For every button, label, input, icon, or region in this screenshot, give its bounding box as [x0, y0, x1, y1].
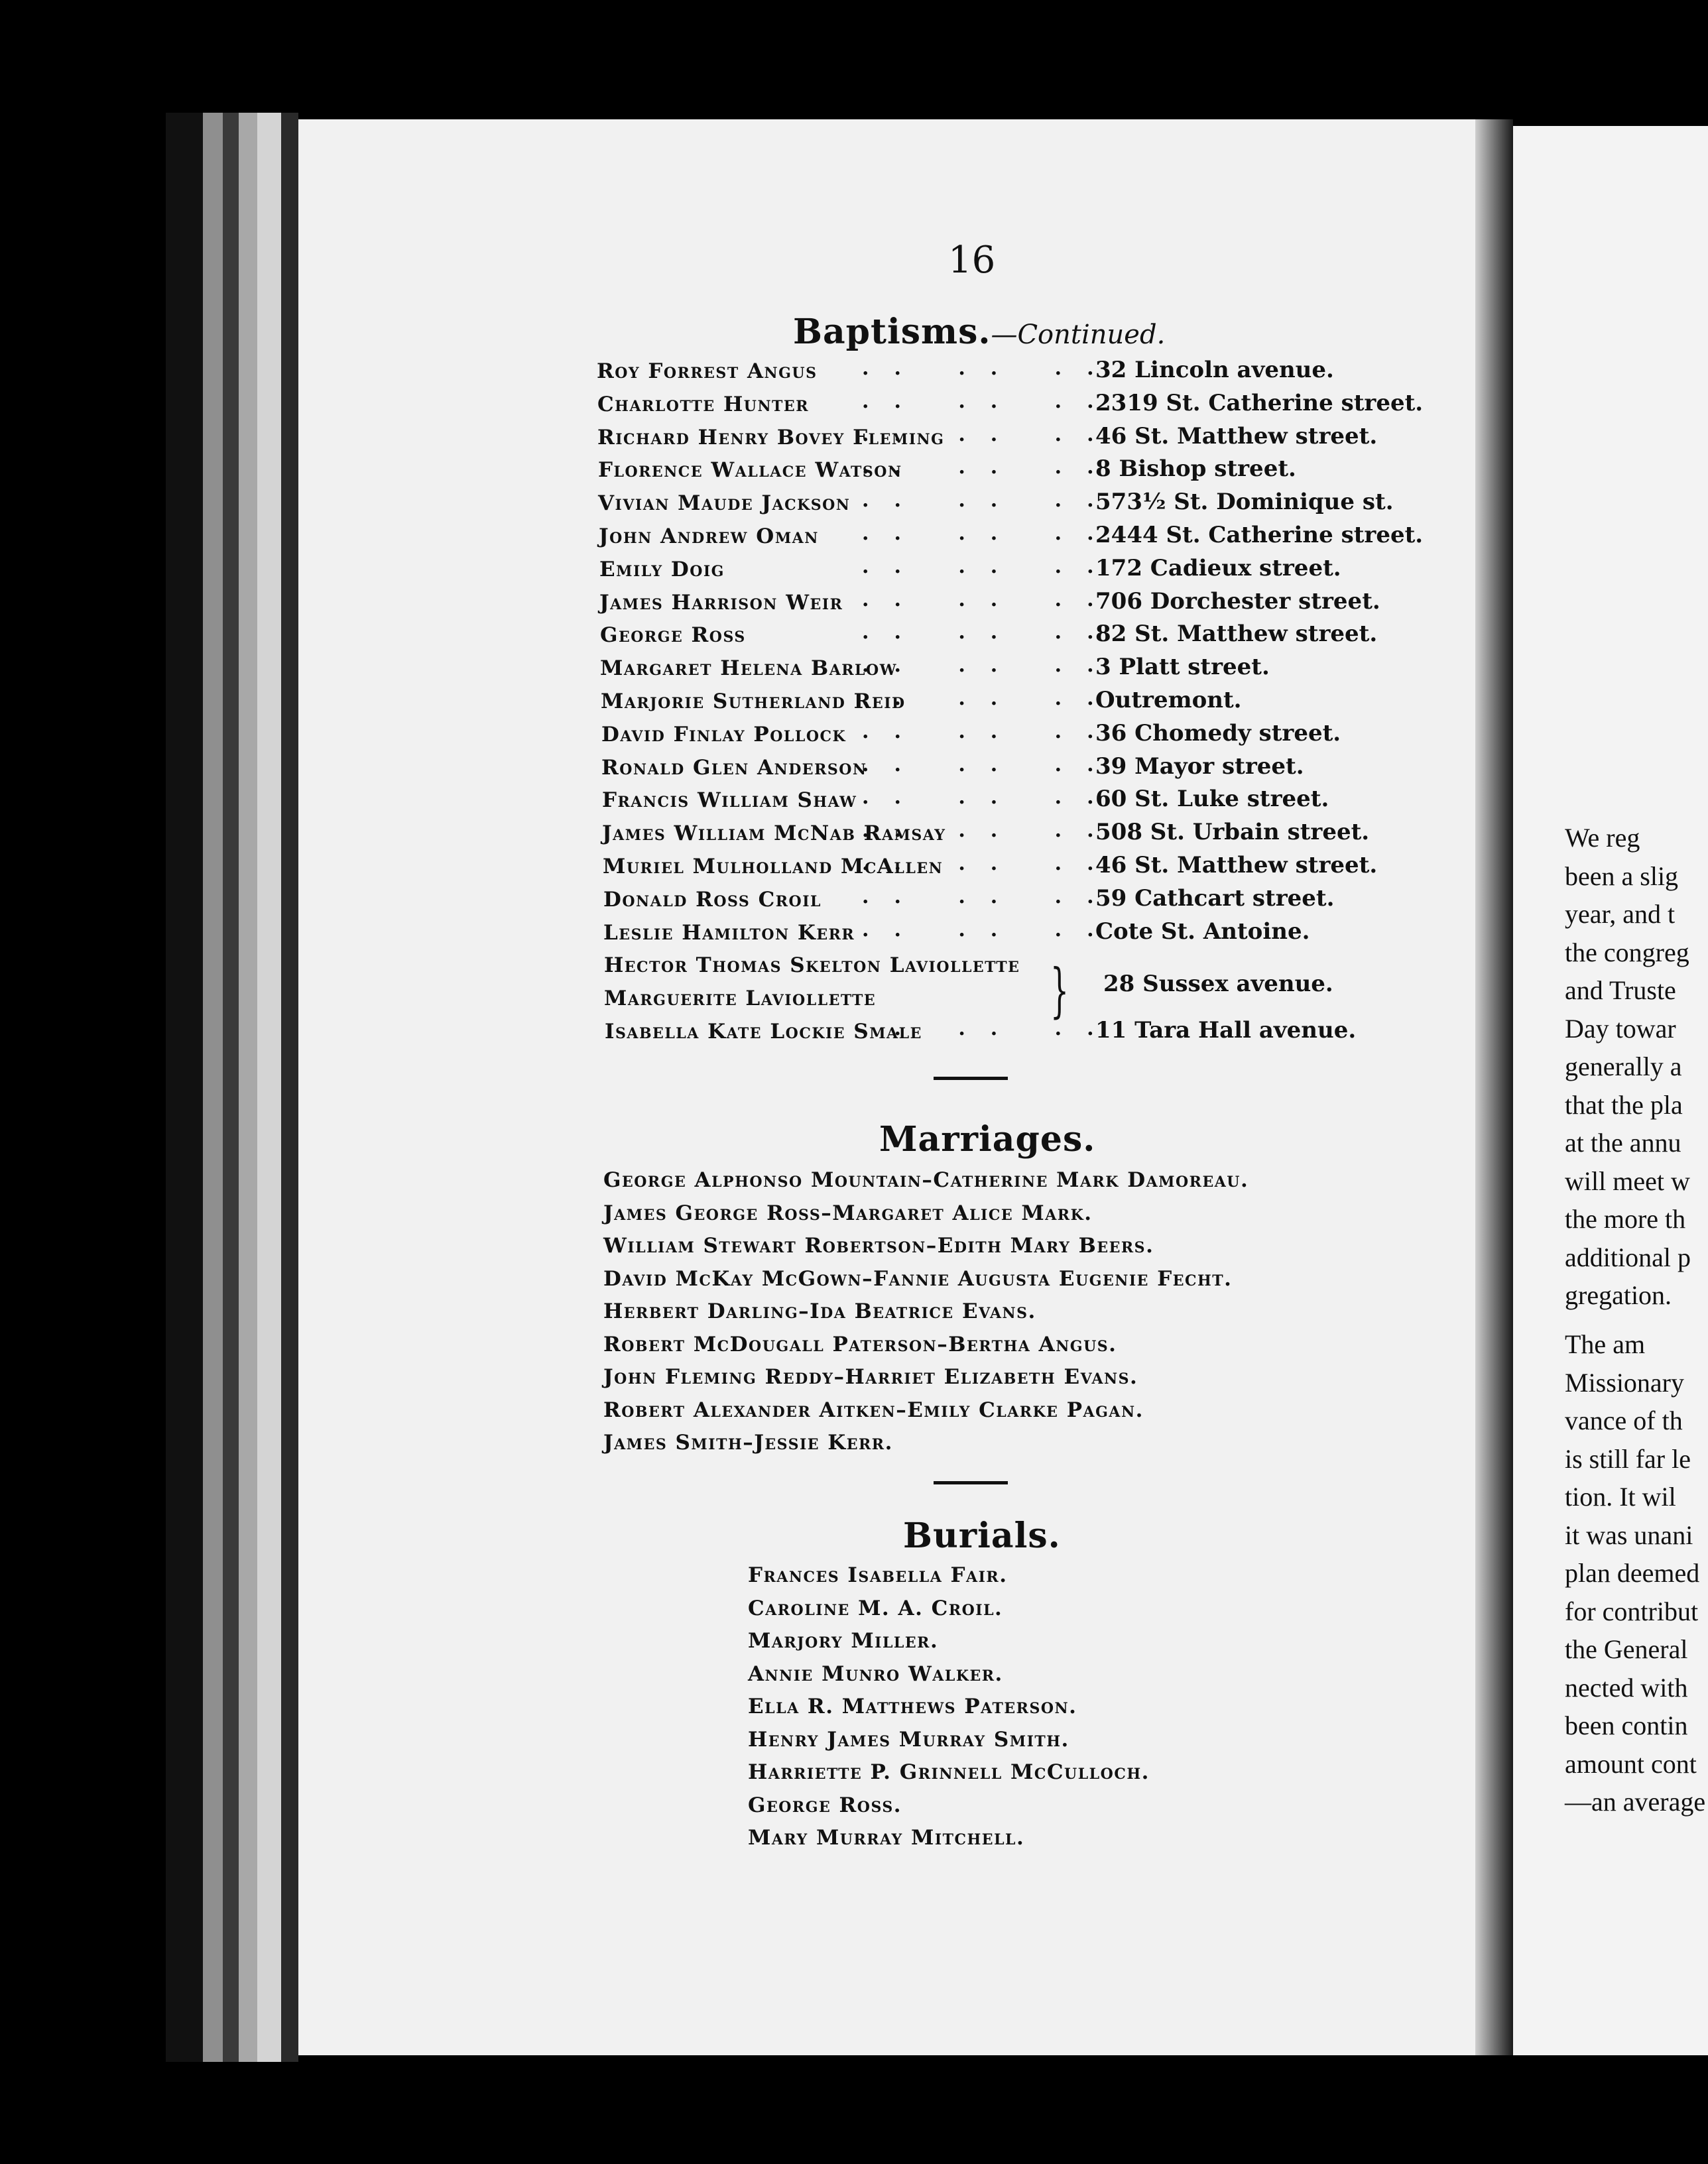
section-divider — [934, 1481, 1008, 1484]
facing-page-line: We reg — [1565, 823, 1640, 853]
leader-dots: .. .. .. — [862, 753, 1119, 776]
baptism-name: Donald Ross Croil — [603, 888, 822, 912]
baptism-name: David Finlay Pollock — [601, 723, 847, 747]
baptism-address: 172 Cadieux street. — [1095, 555, 1341, 581]
leader-dots: .. .. .. — [862, 786, 1119, 809]
leader-dots: .. .. .. — [862, 357, 1119, 380]
facing-page-line: and Truste — [1565, 975, 1676, 1005]
facing-page-line: gregation. — [1565, 1280, 1672, 1310]
leader-dots: .. .. .. — [862, 555, 1119, 578]
leader-dots: .. .. .. — [862, 687, 1119, 710]
baptism-name: Margaret Helena Barlow — [600, 656, 897, 680]
facing-page-line: the more th — [1565, 1204, 1686, 1234]
leader-dots: .. .. .. — [862, 852, 1119, 875]
marriage-entry: John Fleming Reddy–Harriet Elizabeth Evans. — [603, 1365, 1138, 1389]
facing-page-line: —an average — [1565, 1787, 1706, 1817]
baptism-name: Francis William Shaw — [602, 788, 857, 812]
marriage-entry: David McKay McGown–Fannie Augusta Eugenie Fecht. — [603, 1267, 1233, 1291]
facing-page-line: nected with — [1565, 1673, 1688, 1703]
baptism-name: Hector Thomas Skelton Laviollette — [604, 953, 1020, 977]
marriages-heading — [879, 1119, 1095, 1160]
facing-page-line: at the annu — [1565, 1128, 1681, 1158]
facing-page-line: year, and t — [1565, 899, 1676, 929]
marriage-entry: George Alphonso Mountain–Catherine Mark Damoreau. — [603, 1168, 1249, 1192]
baptisms-heading — [793, 312, 1165, 352]
baptism-address: 11 Tara Hall avenue. — [1095, 1017, 1357, 1044]
leader-dots: .. .. .. — [862, 885, 1119, 908]
leader-dots: .. .. .. — [862, 455, 1119, 479]
baptism-name: Roy Forrest Angus — [597, 359, 818, 383]
book-edge — [223, 113, 239, 2062]
baptism-name: John Andrew Oman — [599, 524, 819, 548]
baptism-name: James William McNab Ramsay — [602, 821, 946, 845]
baptism-address: 706 Dorchester street. — [1095, 588, 1380, 615]
facing-page-line: that the pla — [1565, 1090, 1683, 1120]
baptism-address: 60 St. Luke street. — [1095, 786, 1329, 812]
leader-dots: .. .. .. — [862, 522, 1119, 545]
burials-title: Burials. — [903, 1516, 1061, 1556]
baptism-address: Outremont. — [1095, 687, 1242, 713]
brace-symbol: } — [1050, 956, 1069, 1024]
leader-dots: .. .. .. — [862, 918, 1119, 941]
facing-page-line: The am — [1565, 1329, 1646, 1359]
facing-page-line: the General — [1565, 1634, 1688, 1664]
marriage-entry: William Stewart Robertson–Edith Mary Beers. — [603, 1234, 1154, 1258]
baptism-address: 2444 St. Catherine street. — [1095, 522, 1424, 548]
facing-page-line: amount cont — [1565, 1749, 1697, 1779]
burial-entry: Annie Munro Walker. — [748, 1662, 1003, 1686]
page-number: 16 — [948, 239, 996, 282]
marriages-title: Marriages. — [879, 1119, 1096, 1160]
facing-page-line: Day towar — [1565, 1014, 1676, 1044]
leader-dots: .. .. .. — [862, 654, 1119, 677]
burial-entry: Harriette P. Grinnell McCulloch. — [748, 1760, 1150, 1784]
baptism-address: 508 St. Urbain street. — [1095, 819, 1370, 845]
facing-page-line: is still far le — [1565, 1444, 1691, 1474]
book-edge — [239, 113, 257, 2062]
leader-dots: .. .. .. — [862, 588, 1119, 611]
leader-dots: .. .. .. — [862, 1017, 1119, 1040]
leader-dots: .. .. .. — [862, 819, 1119, 842]
leader-dots: .. .. .. — [862, 621, 1119, 644]
book-edge — [281, 113, 298, 2062]
facing-page-line: generally a — [1565, 1052, 1682, 1081]
burial-entry: George Ross. — [748, 1793, 902, 1817]
baptism-name: Charlotte Hunter — [597, 392, 809, 416]
baptism-name: Vivian Maude Jackson — [598, 491, 851, 515]
burial-entry: Mary Murray Mitchell. — [748, 1826, 1025, 1850]
baptism-address: 36 Chomedy street. — [1095, 720, 1341, 747]
book-edge — [166, 113, 203, 2062]
baptism-name: George Ross — [600, 623, 746, 647]
baptisms-title: Baptisms. — [793, 312, 991, 352]
baptism-address: 32 Lincoln avenue. — [1095, 357, 1334, 383]
baptism-address: 46 St. Matthew street. — [1095, 852, 1378, 878]
marriage-entry: Robert McDougall Paterson–Bertha Angus. — [603, 1333, 1117, 1356]
baptism-address: 573½ St. Dominique st. — [1095, 489, 1394, 515]
facing-page-line: for contribut — [1565, 1596, 1699, 1626]
baptisms-continued: —Continued. — [991, 320, 1166, 350]
baptism-name: Marguerite Laviollette — [604, 987, 877, 1010]
book-edge — [203, 113, 223, 2062]
leader-dots: .. .. .. — [862, 423, 1119, 446]
facing-page-line: vance of th — [1565, 1406, 1683, 1435]
facing-page-line: been contin — [1565, 1711, 1688, 1740]
baptism-address: 46 St. Matthew street. — [1095, 423, 1378, 450]
facing-page-line: the congreg — [1565, 937, 1689, 967]
marriage-entry: Herbert Darling–Ida Beatrice Evans. — [603, 1299, 1036, 1323]
baptism-name: Richard Henry Bovey Fleming — [597, 426, 945, 450]
baptism-address: 8 Bishop street. — [1095, 455, 1296, 482]
burial-entry: Caroline M. A. Croil. — [748, 1596, 1003, 1620]
baptism-name: Muriel Mulholland McAllen — [603, 855, 944, 878]
facing-page-line: tion. It wil — [1565, 1482, 1676, 1512]
baptism-address: 3 Platt street. — [1095, 654, 1270, 680]
section-divider — [934, 1077, 1008, 1080]
gutter-shadow — [1475, 119, 1513, 2055]
baptism-name: Marjorie Sutherland Reid — [601, 690, 906, 713]
baptism-address: 2319 St. Catherine street. — [1095, 390, 1424, 416]
shared-address: 28 Sussex avenue. — [1103, 971, 1333, 997]
facing-page-line: it was unani — [1565, 1520, 1693, 1550]
baptism-name: Leslie Hamilton Kerr — [603, 921, 855, 945]
facing-page-line: additional p — [1565, 1242, 1691, 1272]
baptism-name: Ronald Glen Anderson — [601, 756, 867, 780]
leader-dots: .. .. .. — [862, 489, 1119, 512]
marriage-entry: James George Ross–Margaret Alice Mark. — [603, 1201, 1093, 1225]
baptism-address: 39 Mayor street. — [1095, 753, 1304, 780]
marriage-entry: Robert Alexander Aitken–Emily Clarke Pagan. — [603, 1398, 1144, 1422]
facing-page-line: will meet w — [1565, 1166, 1690, 1196]
baptism-address: 59 Cathcart street. — [1095, 885, 1335, 912]
baptism-address: Cote St. Antoine. — [1095, 918, 1310, 945]
marriage-entry: James Smith–Jessie Kerr. — [603, 1431, 893, 1455]
burials-heading — [903, 1516, 1061, 1556]
book-edge — [257, 113, 281, 2062]
baptism-name: Emily Doig — [599, 558, 725, 581]
leader-dots: .. .. .. — [862, 720, 1119, 743]
baptism-address: 82 St. Matthew street. — [1095, 621, 1378, 647]
facing-page-line: plan deemed — [1565, 1558, 1700, 1588]
burial-entry: Ella R. Matthews Paterson. — [748, 1695, 1077, 1718]
leader-dots: .. .. .. — [862, 390, 1119, 413]
baptism-name: James Harrison Weir — [599, 591, 843, 615]
baptism-name: Isabella Kate Lockie Smale — [605, 1020, 922, 1044]
facing-page-line: Missionary — [1565, 1368, 1684, 1398]
burial-entry: Henry James Murray Smith. — [748, 1728, 1069, 1752]
baptism-name: Florence Wallace Watson — [598, 458, 902, 482]
facing-page-line: been a slig — [1565, 861, 1679, 891]
burial-entry: Frances Isabella Fair. — [748, 1563, 1008, 1587]
burial-entry: Marjory Miller. — [748, 1629, 939, 1653]
